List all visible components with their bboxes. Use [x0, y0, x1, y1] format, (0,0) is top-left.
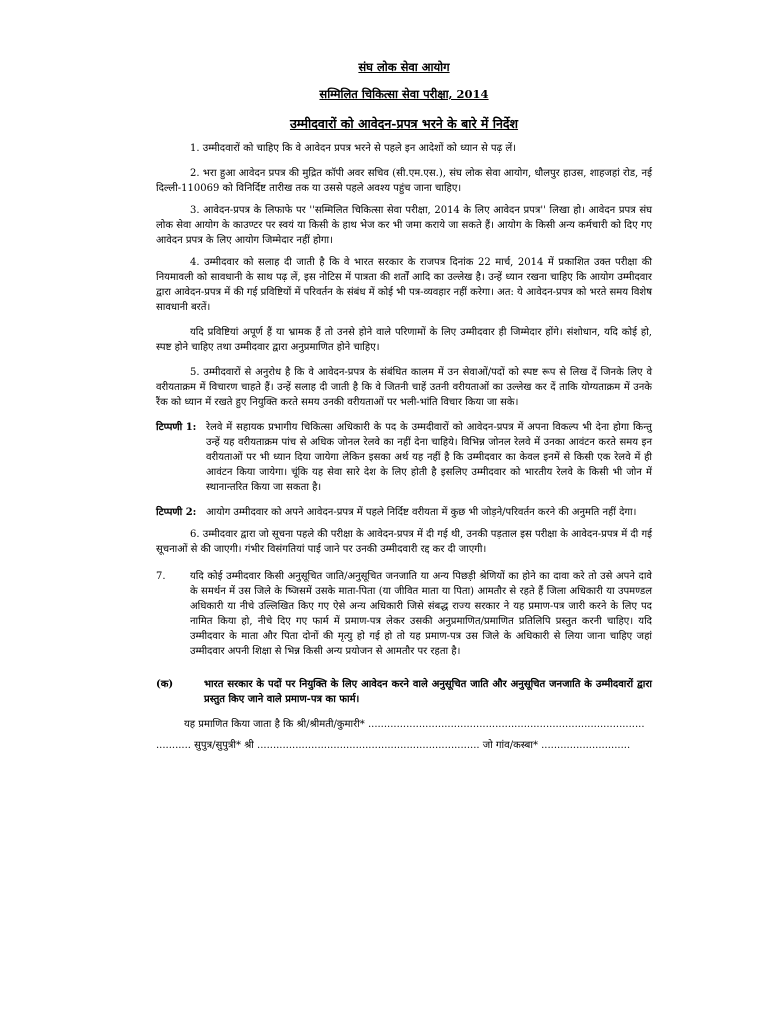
exam-title: सम्मिलित चिकित्सा सेवा परीक्षा, 2014 [319, 87, 489, 101]
certificate-line-1: यह प्रमाणित किया जाता है कि श्री/श्रीमती/कुमारी* ....................................................................................... [184, 719, 645, 730]
paragraph-7 [156, 569, 652, 659]
paragraph-1: 1. उम्मीदवारों को चाहिए कि वे आवेदन प्रपत्र भरने से पहले इन आदेशों को ध्यान से पढ़ लें। [190, 143, 516, 154]
paragraph-6: 6. उम्मीदवार द्वारा जो सूचना पहले की परीक्षा के आवेदन-प्रपत्र में दी गई थी, उनकी पड़ताल इस परीक्षा के आवेदन-प्रपत्र में दी गई सूचनाओं से की जाएगी। गंभीर विसंगतियां पाई जाने पर उनकी उम्मीदवारी रद्द कर दी जाएगी। [156, 529, 652, 555]
paragraph-4: 4. उम्मीदवार को सलाह दी जाती है कि वे भारत सरकार के राजपत्र दिनांक 22 मार्च, 2014 में प्रकाशित उक्त परीक्षा की नियमावली को सावधानी के साथ पढ़ लें, इस नोटिस में पात्रता की शर्तों आदि का उल्लेख है। उन्हें ध्यान रखना चाहिए कि आयोग उम्मीदवार द्वारा आवेदन-प्रपत्र में की गई प्रविष्टियों में परिवर्तन के संबंध में कोई भी पत्र-व्यवहार नहीं करेगा। अत: ये आवेदन-प्रपत्र को भरते समय विशेष सावधानी बरतें। [156, 257, 652, 313]
note-1-text: रेलवे में सहायक प्रभागीय चिकित्सा अधिकारी के पद के उम्मदीवारों को आवेदन-प्रपत्र में अपना विकल्प भी देना होगा किन्तु उन्हें यह वरीयताक्रम पांच से अधिक जोनल रेलवे का नहीं देना चाहिये। विभिन्न जोनल रेलवे में उनका आवंटन करते समय इन वरीयताओं पर भी ध्यान दिया जायेगा लेकिन इसका अर्थ यह नहीं है कि उम्मीदवार का केवल इनमें से किसी एक रेलवे में ही आवंटन किया जायेगा। चूंकि यह सेवा सारे देश के लिए होती है इसलिए उम्मीदवार को भारतीय रेलवे के किसी भी जोन में स्थानान्तरित किया जा सकता है। [206, 422, 652, 493]
form-label: (क) [156, 679, 174, 690]
note-2-text: आयोग उम्मीदवार को अपने आवेदन-प्रपत्र में पहले निर्दिष्ट वरीयता में कुछ भी जोड़ने/परिवर्तन करने की अनुमति नहीं देगा। [206, 507, 637, 518]
paragraph-7-text: यदि कोई उम्मीदवार किसी अनुसूचित जाति/अनुसूचित जनजाति या अन्य पिछड़ी श्रेणियों का होने का दावा करे तो उसे अपने दावे के समर्थन में उस जिले के ष्जिसमें उसके माता-पिता (या जीवित माता या पिता) आमतौर से रहते हैं जिला अधिकारी या उपमण्डल अधिकारी या नीचे उल्लिखित किए गए ऐसे अन्य अधिकारी जिसे संबद्ध राज्य सरकार ने यह प्रमाण-पत्र जारी करने के लिए पद नामित किया हो, नीचे दिए गए फार्म में प्रमाण-पत्र लेकर उसकी अनुप्रमाणित/प्रमाणित प्रतिलिपि प्रस्तुत करनी चाहिए। यदि उम्मीदवार के माता और पिता दोनों की मृत्यु हो गई हो तो यह प्रमाण-पत्र उस जिले के अधिकारी से लिया जाना चाहिए जहां उम्मीदवार अपनी शिक्षा से भिन्न किसी अन्य प्रयोजन से आमतौर पर रहता है। [190, 571, 652, 657]
form-title: भारत सरकार के पदों पर नियुक्ति के लिए आवेदन करने वाले अनुसूचित जाति और अनुसूचित जनजाति के उम्मीदवारों द्वारा प्रस्तुत किए जाने वाले प्रमाण-पत्र का फार्म। [204, 679, 652, 705]
instructions-heading: उम्मीदवारों को आवेदन-प्रपत्र भरने के बारे में निर्देश [289, 116, 519, 131]
paragraph-3: 3. आवेदन-प्रपत्र के लिफाफे पर ''सम्मिलित चिकित्सा सेवा परीक्षा, 2014 के लिए आवेदन प्रपत्र'' लिखा हो। आवेदन प्रपत्र संघ लोक सेवा आयोग के काउण्टर पर स्वयं या किसी के हाथ भेज कर भी जमा कराये जा सकते हैं। आयोग के किसी अन्य कर्मचारी को दिए गए आवेदन प्रपत्र के लिए आयोग जिम्मेदार नहीं होगा। [156, 205, 652, 246]
note-1-label: टिप्पणी 1: [156, 422, 197, 433]
certificate-line-2: ........... सुपुत्र/सुपुत्री* श्री ...................................................................... जो गांव/कस्बा* ............................ [156, 740, 631, 751]
paragraph-2: 2. भरा हुआ आवेदन प्रपत्र की मुद्रित कॉपी अवर सचिव (सी.एम.एस.), संघ लोक सेवा आयोग, धौलपुर हाउस, शाहजहां रोड, नई दिल्ली-110069 को विनिर्दिष्ट तारीख तक या उससे पहले अवश्य पहुंच जाना चाहिए। [156, 168, 652, 194]
paragraph-7-number: 7. [156, 571, 166, 582]
note-2 [156, 505, 652, 520]
note-1 [156, 420, 652, 495]
org-title: संघ लोक सेवा आयोग [358, 60, 450, 74]
paragraph-5: 5. उम्मीदवारों से अनुरोध है कि वे आवेदन-प्रपत्र के संबंधित कालम में उन सेवाओं/पदों को स्पष्ट रूप से लिख दें जिनके लिए वे वरीयताक्रम में विचारण चाहते हैं। उन्हें सलाह दी जाती है कि वे जितनी चाहें उतनी वरीयताओं का उल्लेख कर दें ताकि योग्यताक्रम में उनके रैंक को ध्यान में रखते हुए नियुक्ति करते समय उनकी वरीयताओं पर भली-भांति विचार किया जा सके। [156, 367, 652, 408]
certificate-form-heading [156, 677, 652, 707]
paragraph-4b: यदि प्रविष्टियां अपूर्ण हैं या भ्रामक हैं तो उनसे होने वाले परिणामों के लिए उम्मीदवार ही जिम्मेदार होंगे। संशोधान, यदि कोई हो, स्पष्ट होने चाहिए तथा उम्मीदवार द्वारा अनुप्रमाणित होने चाहिए। [156, 327, 652, 353]
note-2-label: टिप्पणी 2: [156, 507, 197, 518]
